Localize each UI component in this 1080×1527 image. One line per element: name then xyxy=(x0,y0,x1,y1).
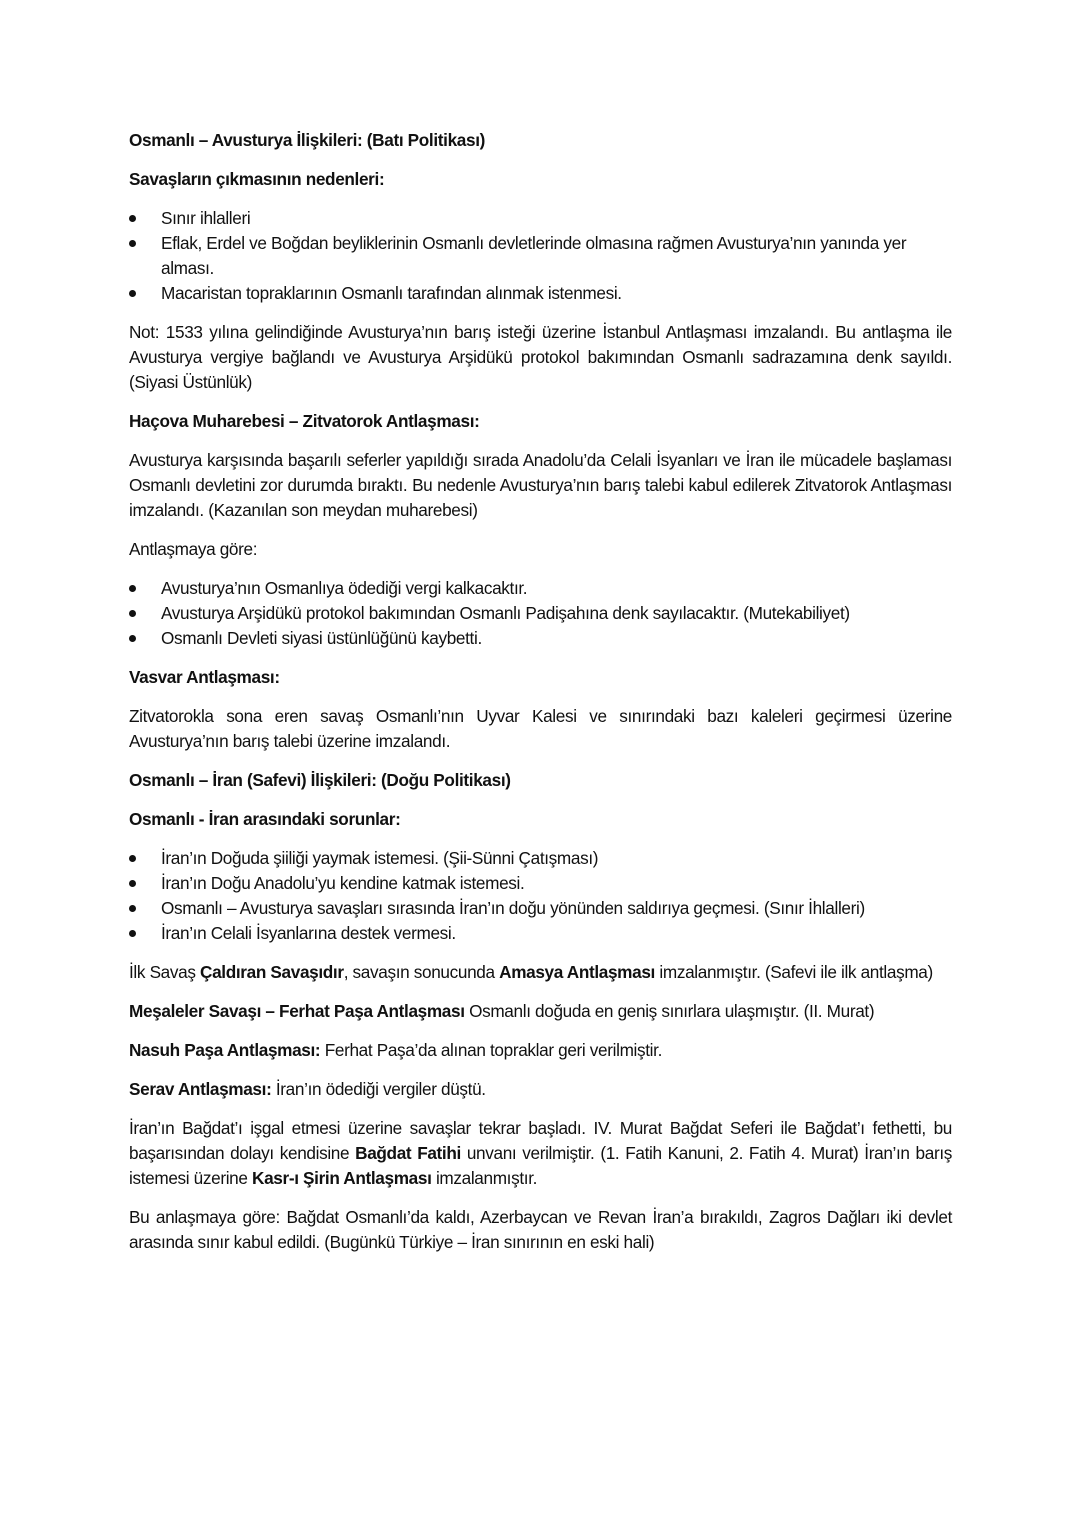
text-run: imzalanmıştır. (Safevi ile ilk antlaşma) xyxy=(654,962,933,982)
bullet-icon xyxy=(129,905,136,912)
list-item xyxy=(129,896,952,921)
treaty-intro: Antlaşmaya göre: xyxy=(129,539,258,559)
list-item-text: İran’ın Doğuda şiiliği yaymak istemesi. (Şii-Sünni Çatışması) xyxy=(161,848,599,868)
list-item-text: Avusturya Arşidükü protokol bakımından Osmanlı Padişahına denk sayılacaktır. (Mutekabiliyet) xyxy=(161,603,850,623)
list-item-text: Osmanlı – Avusturya savaşları sırasında İran’ın doğu yönünden saldırıya geçmesi. (Sınır İhlalleri) xyxy=(161,898,865,918)
bullet-icon xyxy=(129,635,136,642)
serav-term: Serav Antlaşması: xyxy=(129,1079,272,1099)
list-item xyxy=(129,871,952,896)
list-item-text: Macaristan topraklarının Osmanlı tarafından alınmak istenmesi. xyxy=(161,283,622,303)
list-item xyxy=(129,281,952,306)
bullet-icon xyxy=(129,930,136,937)
list-item-text: Sınır ihlalleri xyxy=(161,208,251,228)
list-item xyxy=(129,231,952,281)
list-item-text: Eflak, Erdel ve Boğdan beyliklerinin Osmanlı devletlerinde olmasına rağmen Avusturya’nın yanında yer alması. xyxy=(161,233,907,278)
text-run: , savaşın sonucunda xyxy=(343,962,500,982)
problems-heading: Osmanlı - İran arasındaki sorunlar: xyxy=(129,809,401,829)
list-item-text: İran’ın Doğu Anadolu’yu kendine katmak istemesi. xyxy=(161,873,525,893)
mesaleler-paragraph xyxy=(129,999,952,1024)
list-item-text: Avusturya’nın Osmanlıya ödediği vergi kalkacaktır. xyxy=(161,578,528,598)
nasuh-term: Nasuh Paşa Antlaşması: xyxy=(129,1040,321,1060)
document-page xyxy=(129,128,952,1269)
text-run: İran’ın ödediği vergiler düştü. xyxy=(271,1079,486,1099)
bagdat-paragraph xyxy=(129,1116,952,1191)
bullet-icon xyxy=(129,610,136,617)
list-item xyxy=(129,921,952,946)
treaty-terms-list xyxy=(129,576,952,651)
section-title-iran: Osmanlı – İran (Safevi) İlişkileri: (Doğu Politikası) xyxy=(129,770,511,790)
hacova-paragraph: Avusturya karşısında başarılı seferler yapıldığı sırada Anadolu’da Celali İsyanları ve İran ile mücadele başlaması Osmanlı devletini zor durumda bıraktı. Bu nedenle Avusturya’nın barış talebi kabul edilerek Zitvatorok Antlaşması imzalandı. (Kazanılan son meydan muharebesi) xyxy=(129,450,952,520)
list-item xyxy=(129,846,952,871)
amasya-term: Amasya Antlaşması xyxy=(499,962,655,982)
text-run: unvanı verilmiştir. (1. Fatih Kanuni, 2. Fatih 4. Murat) İran’ın barış istemesi üzerine xyxy=(129,1143,952,1188)
bullet-icon xyxy=(129,585,136,592)
istanbul-treaty-note: Not: 1533 yılına gelindiğinde Avusturya’nın barış isteği üzerine İstanbul Antlaşması imzalandı. Bu antlaşma ile Avusturya vergiye bağlandı ve Avusturya Arşidükü protokol bakımından Osmanlı sadrazamına denk sayıldı. (Siyasi Üstünlük) xyxy=(129,322,952,392)
text-run: İran’ın Bağdat’ı işgal etmesi üzerine savaşlar tekrar başladı. IV. Murat Bağdat Seferi ile Bağdat’ı fethetti, bu başarısından dolayı kendisine xyxy=(129,1118,952,1163)
bullet-icon xyxy=(129,215,136,222)
text-run: imzalanmıştır. xyxy=(431,1168,538,1188)
text-run: İlk Savaş xyxy=(129,962,201,982)
list-item xyxy=(129,206,952,231)
hacova-heading: Haçova Muharebesi – Zitvatorok Antlaşması: xyxy=(129,411,480,431)
bagdat-fatihi-term: Bağdat Fatihi xyxy=(355,1143,461,1163)
section-title-austria: Osmanlı – Avusturya İlişkileri: (Batı Politikası) xyxy=(129,130,486,150)
vasvar-heading: Vasvar Antlaşması: xyxy=(129,667,280,687)
problems-list xyxy=(129,846,952,946)
first-war-paragraph xyxy=(129,960,952,985)
bullet-icon xyxy=(129,290,136,297)
conclusion-paragraph: Bu anlaşmaya göre: Bağdat Osmanlı’da kaldı, Azerbaycan ve Revan İran’a bırakıldı, Zagros Dağları iki devlet arasında sınır kabul edildi. (Bugünkü Türkiye – İran sınırının en eski hali) xyxy=(129,1207,952,1252)
text-run: Osmanlı doğuda en geniş sınırlara ulaşmıştır. (II. Murat) xyxy=(464,1001,875,1021)
bullet-icon xyxy=(129,880,136,887)
list-item xyxy=(129,576,952,601)
bullet-icon xyxy=(129,240,136,247)
list-item xyxy=(129,601,952,626)
chaldiran-term: Çaldıran Savaşıdır xyxy=(200,962,344,982)
list-item xyxy=(129,626,952,651)
serav-paragraph xyxy=(129,1077,952,1102)
vasvar-paragraph: Zitvatorokla sona eren savaş Osmanlı’nın Uyvar Kalesi ve sınırındaki bazı kaleleri geçirmesi üzerine Avusturya’nın barış talebi üzerine imzalandı. xyxy=(129,706,952,751)
list-item-text: Osmanlı Devleti siyasi üstünlüğünü kaybetti. xyxy=(161,628,482,648)
mesaleler-term: Meşaleler Savaşı – Ferhat Paşa Antlaşması xyxy=(129,1001,465,1021)
causes-list xyxy=(129,206,952,306)
bullet-icon xyxy=(129,855,136,862)
list-item-text: İran’ın Celali İsyanlarına destek vermesi. xyxy=(161,923,456,943)
nasuh-paragraph xyxy=(129,1038,952,1063)
text-run: Ferhat Paşa’da alınan topraklar geri verilmiştir. xyxy=(320,1040,662,1060)
kasr-i-sirin-term: Kasr-ı Şirin Antlaşması xyxy=(252,1168,432,1188)
causes-heading: Savaşların çıkmasının nedenleri: xyxy=(129,169,385,189)
